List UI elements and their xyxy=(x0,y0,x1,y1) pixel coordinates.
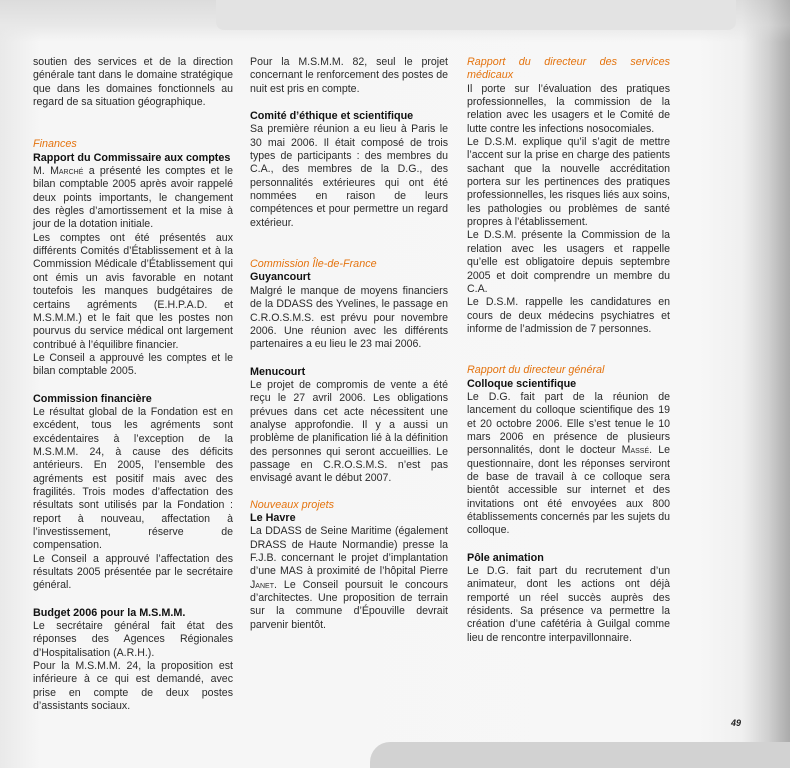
page-spine-shadow xyxy=(742,0,790,768)
subheading-commission-financiere: Commission financière xyxy=(33,392,152,405)
subheading-budget-2006: Budget 2006 pour la M.S.M.M. xyxy=(33,606,186,619)
section-heading-nouveaux-projets: Nouveaux projets xyxy=(250,498,335,511)
subheading-le-havre: Le Havre xyxy=(250,511,296,524)
page-number: 49 xyxy=(731,718,742,728)
person-name: M. Marché xyxy=(33,165,84,178)
subheading-pole-animation: Pôle animation xyxy=(467,551,544,564)
subheading-menucourt: Menucourt xyxy=(250,365,306,378)
guyancourt-paragraph-1: Malgré le manque de moyens financiers de la DDASS des Yvelines, le passage en C.R.O.S.M.S. est prévu pour novembre 2006. Une réunion avec les différents partenaires a eu lieu le 23 mai 2006. xyxy=(250,284,448,351)
section-heading-idf: Commission Île-de-France xyxy=(250,258,377,271)
person-name: Massé xyxy=(621,444,650,457)
commissaire-paragraph-1: M. Marché a présenté les comptes et le bilan comptable 2005 après avoir rappelé deux points importants, le changement des règles d’amortissement et la mise à jour de la dotation initiale. xyxy=(33,165,233,231)
subheading-commissaire: Rapport du Commissaire aux comptes xyxy=(33,151,231,164)
havre-paragraph-1: La DDASS de Seine Maritime (également DRASS de Haute Normandie) presse la F.J.B. concernant le projet d’implantation d’une MAS à proximité de l’hôpital Pierre Janet. Le Conseil poursuit le concours d’architectes. Une proposition de terrain sur la commune d’Épouville devrait parvenir bientôt. xyxy=(250,525,448,631)
column-3 xyxy=(467,56,670,645)
footer-bar xyxy=(370,742,790,768)
subheading-guyancourt: Guyancourt xyxy=(250,271,311,284)
commissaire-paragraph-3: Le Conseil a approuvé les comptes et le bilan comptable 2005. xyxy=(33,351,233,378)
commission-financiere-paragraph-2: Le Conseil a approuvé l’affectation des résultats 2005 présentée par le secrétaire général. xyxy=(33,552,233,592)
intro-paragraph: soutien des services et de la direction générale tant dans le domaine stratégique que dans les domaines fonctionnels au regard de sa situation géographique. xyxy=(33,56,233,109)
section-heading-dsm: Rapport du directeur des services médicaux xyxy=(467,56,670,82)
column-1 xyxy=(33,56,233,713)
animation-paragraph-1: Le D.G. fait part du recrutement d’un animateur, dont les actions ont déjà remporté un réel succès auprès des résidents. Sa présence va permettre la création d’une cafétéria à Guilgal comme lieu de rencontre interpavillonnaire. xyxy=(467,565,670,644)
commission-financiere-paragraph-1: Le résultat global de la Fondation est en excédent, tous les agréments sont excédentaires à l’exception de la M.S.M.M. 24, à cause des déficits antérieurs. En 2005, l’ensemble des agréments est positif mais avec des fragilités. Trois modes d’affectation des résultats sont utilisés par la Fondation : report à nouveau, affectation à l’investissement, réserve de compensation. xyxy=(33,405,233,552)
intro-paragraph: Pour la M.S.M.M. 82, seul le projet concernant le renforcement des postes de nuit est pris en compte. xyxy=(250,56,448,95)
section-heading-finances: Finances xyxy=(33,138,77,151)
dsm-paragraph-2: Le D.S.M. explique qu’il s’agit de mettre l’accent sur la prise en charge des patients sachant que la nouvelle accréditation portera sur les pertinences des pratiques professionnelles, les risques liés aux soins, les pathologies ou problèmes de santé propres à l’établissement. xyxy=(467,136,670,229)
section-heading-dg: Rapport du directeur général xyxy=(467,364,605,377)
ethique-paragraph-1: Sa première réunion a eu lieu à Paris le 30 mai 2006. Il était composé de trois types de participants : des membres du C.A., des membres de la D.G., des personnalités extérieures qui ont été nommées en raison de leurs compétences et pour permettre un regard extérieur. xyxy=(250,123,448,229)
dsm-paragraph-1: Il porte sur l’évaluation des pratiques professionnelles, la commission de la relation avec les usagers et le Comité de lutte contre les infections nosocomiales. xyxy=(467,82,670,135)
budget-paragraph-2: Pour la M.S.M.M. 24, la proposition est inférieure à ce qui est demandé, avec prise en compte de deux postes d’assistants sociaux. xyxy=(33,660,233,713)
subheading-colloque: Colloque scientifique xyxy=(467,377,577,390)
commissaire-paragraph-2: Les comptes ont été présentés aux différents Comités d’Établissement et à la Commission Médicale d’Établissement qui ont émis un avis favorable en notant toutefois les manques budgétaires de certains agréments (E.H.P.A.D. et M.S.M.M.) et le fait que les postes non pourvus du service médical ont largement contribué à l’équilibre financier. xyxy=(33,231,233,351)
dsm-paragraph-3: Le D.S.M. présente la Commission de la relation avec les usagers et rappelle qu’elle est obligatoire depuis septembre 2005 et doit comprendre un membre du C.A. xyxy=(467,229,670,295)
top-header-tab xyxy=(216,0,736,30)
subheading-comite-ethique: Comité d’éthique et scientifique xyxy=(250,110,414,123)
menucourt-paragraph-1: Le projet de compromis de vente a été reçu le 27 avril 2006. Les obligations prévues dans cet acte nécessitent une analyse approfondie. Il y a aussi un problème de planification lié à la définition des personnes qui seront accueillies. Le passage en C.R.O.S.M.S. n’est pas envisagé avant le début 2007. xyxy=(250,378,448,485)
person-name: Janet xyxy=(250,578,274,591)
column-2 xyxy=(250,56,448,632)
dsm-paragraph-4: Le D.S.M. rappelle les candidatures en cours de deux médecins psychiatres et informe de l’admission de 7 personnes. xyxy=(467,296,670,335)
budget-paragraph-1: Le secrétaire général fait état des réponses des Agences Régionales d’Hospitalisation (A.R.H.). xyxy=(33,620,233,659)
colloque-paragraph-1: Le D.G. fait part de la réunion de lancement du colloque scientifique des 19 et 20 octobre 2006. Elle s’est tenue le 10 mars 2006 en présence de plusieurs personnalités, dont le docteur Massé. Le questionnaire, dont les réponses serviront de base de travail à ce colloque sera bientôt accessible sur internet et des invitations ont été envoyées aux 800 établissements concernés par les sujets du colloque. xyxy=(467,390,671,537)
